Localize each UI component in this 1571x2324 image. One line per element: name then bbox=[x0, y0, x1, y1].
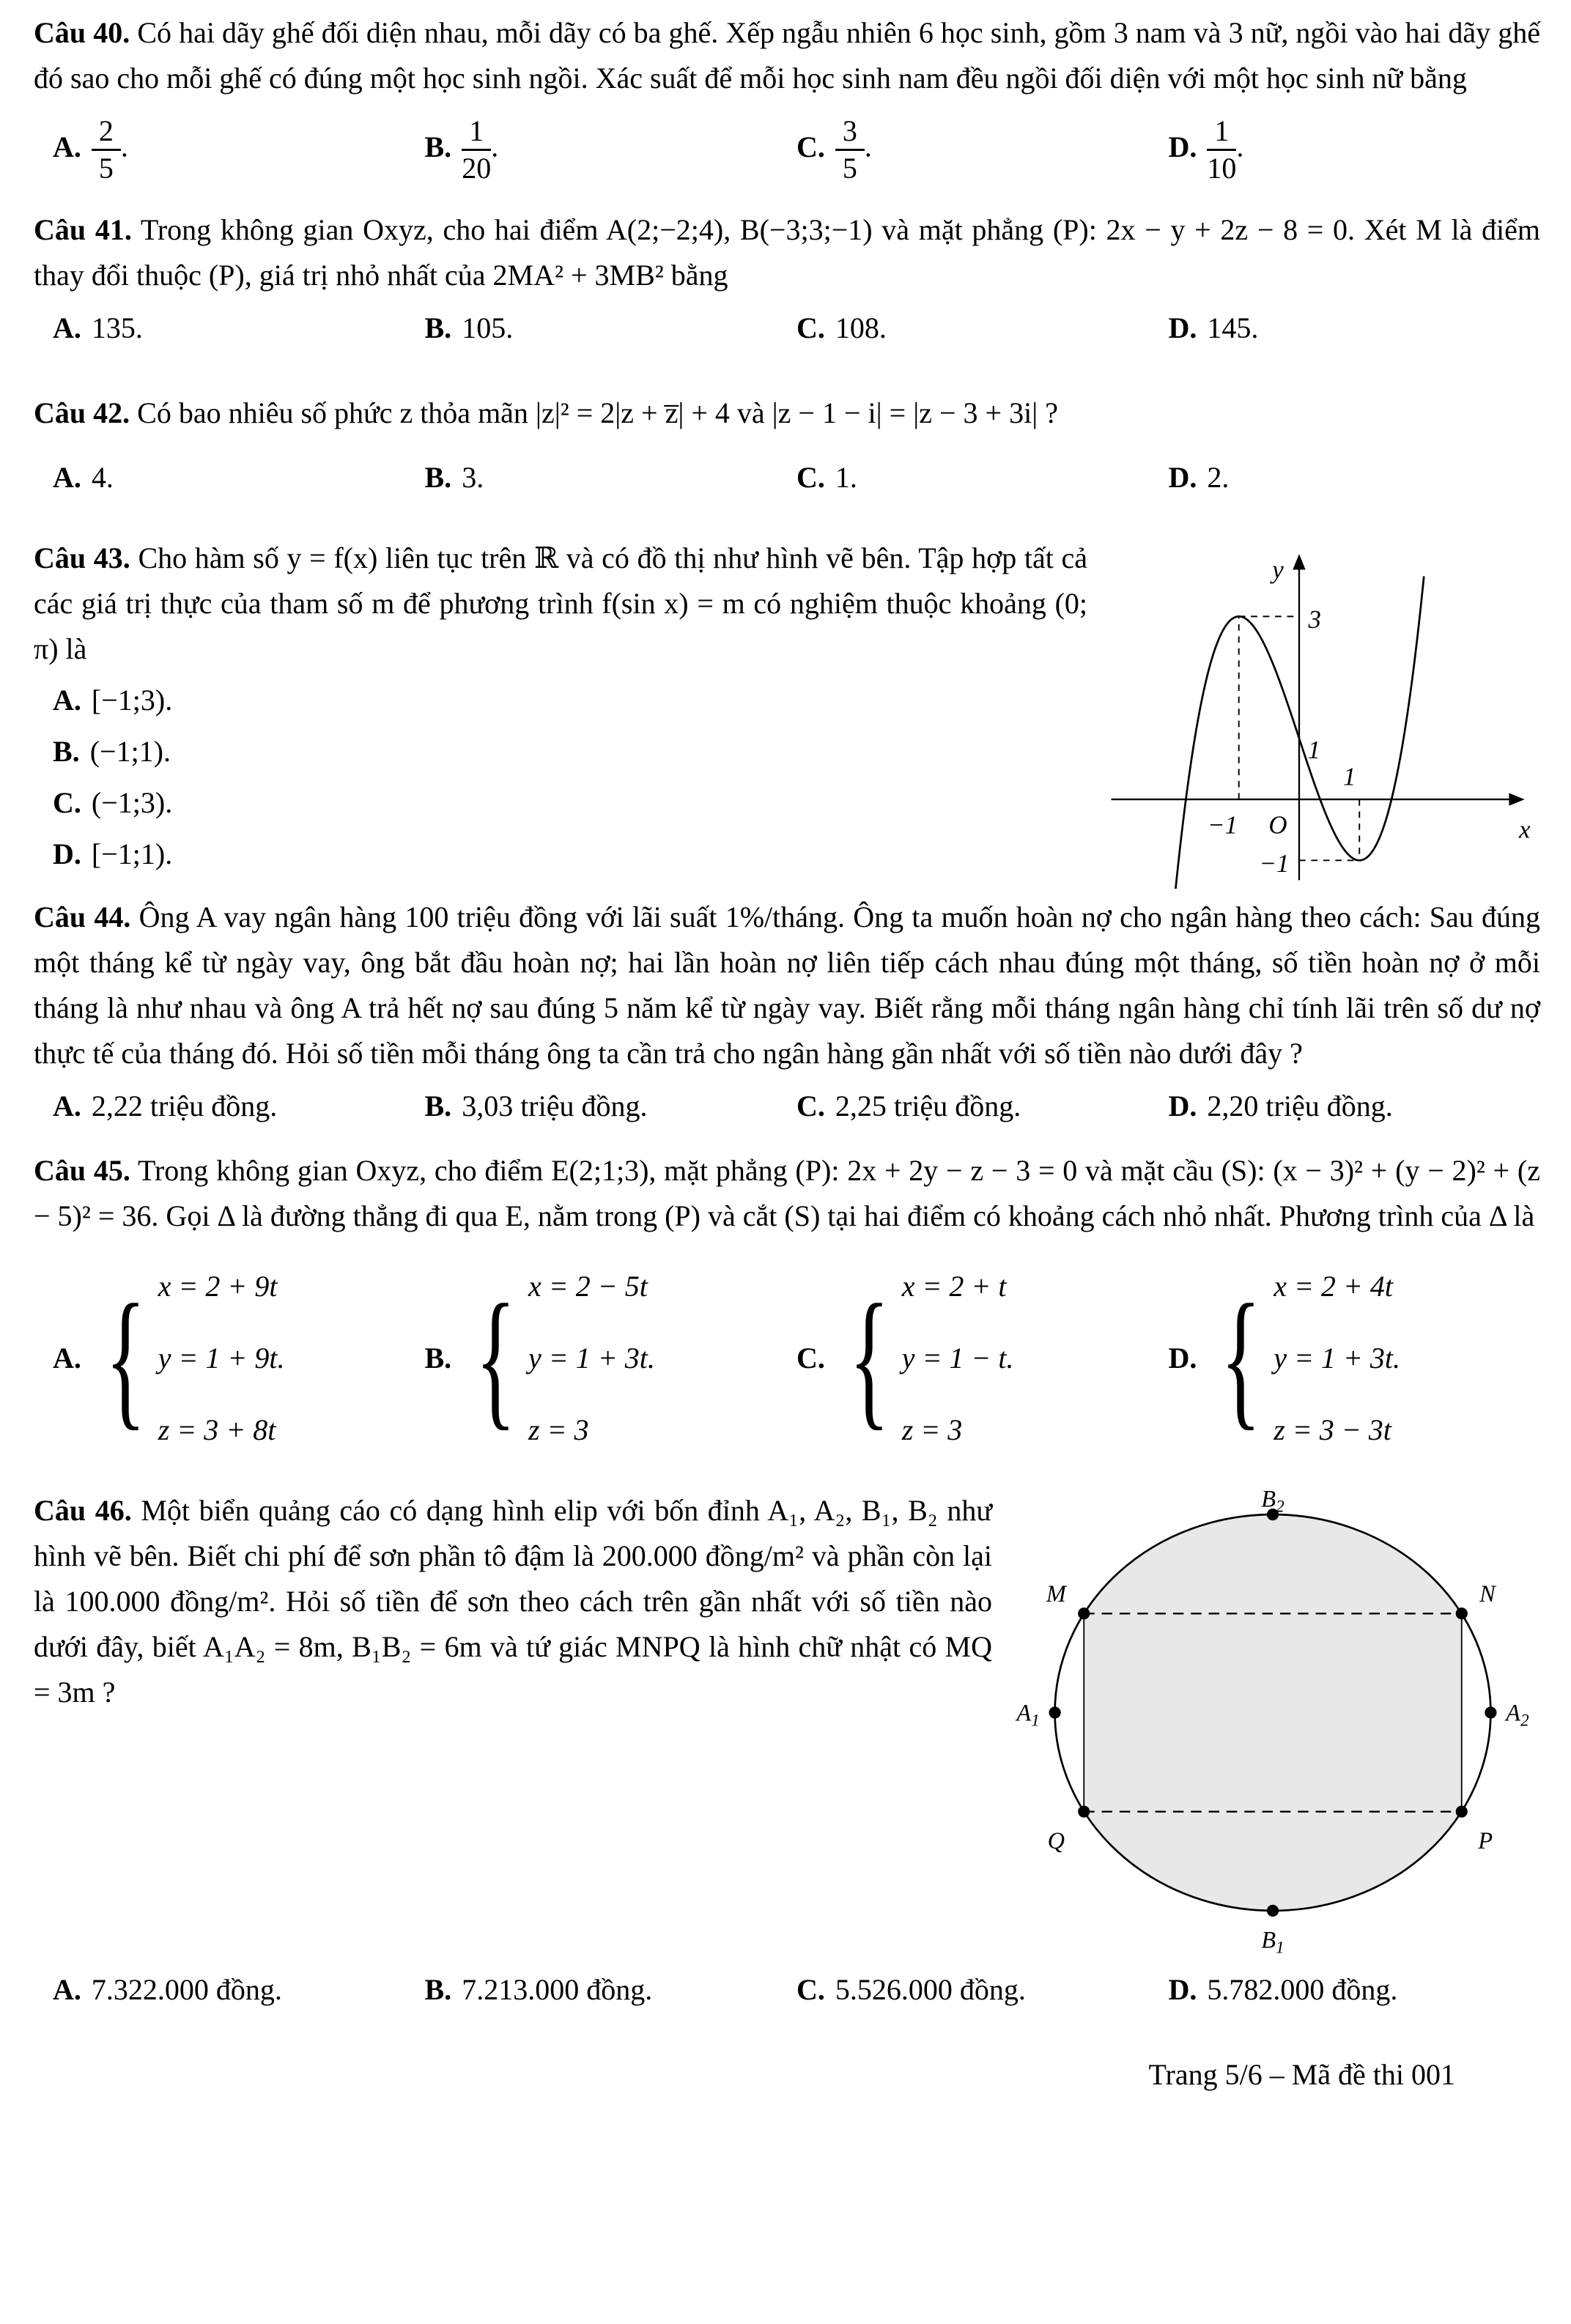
parametric-equations: x = 2 + t y = 1 − t. z = 3 bbox=[901, 1270, 1014, 1446]
origin-label: O bbox=[1268, 810, 1287, 840]
tick-x-minus1: −1 bbox=[1207, 810, 1238, 840]
question-body: Có bao nhiêu số phức z thỏa mãn |z|² = 2|z + z̅| + 4 và |z − 1 − i| = |z − 3 + 3i| ? bbox=[137, 396, 1058, 429]
question-41-options bbox=[34, 306, 1540, 351]
question-body: Có hai dãy ghế đối diện nhau, mỗi dãy có ba ghế. Xếp ngẫu nhiên 6 học sinh, gồm 3 nam và 3 nữ, ngồi vào hai dãy ghế đó sao cho mỗi ghế có đúng một học sinh ngồi. Xác suất để mỗi học sinh nam đều ngồi đối diện với một học sinh nữ bằng bbox=[34, 16, 1540, 95]
tick-y-minus1: −1 bbox=[1259, 848, 1290, 878]
point-N bbox=[1456, 1607, 1468, 1619]
x-axis-label: x bbox=[1518, 815, 1531, 844]
question-44 bbox=[34, 895, 1540, 1129]
parametric-equations: x = 2 + 4t y = 1 + 3t. z = 3 − 3t bbox=[1274, 1270, 1401, 1446]
tick-x-1: 1 bbox=[1342, 762, 1356, 791]
question-43-left bbox=[34, 536, 1087, 883]
question-43-text bbox=[34, 536, 1087, 672]
question-44-options bbox=[34, 1084, 1540, 1129]
option-c: C. $\frac{3}{5}$ . bbox=[796, 114, 872, 185]
label-B2: $B_2$ bbox=[1261, 1488, 1284, 1517]
option-c: C. 108. bbox=[796, 311, 887, 344]
tick-y-1: 1 bbox=[1307, 735, 1321, 764]
option-d: D. 5.782.000 đồng. bbox=[1168, 1973, 1398, 2006]
option-letter: A. bbox=[53, 130, 81, 163]
question-body: Một biển quảng cáo có dạng hình elip với bốn đỉnh A₁, A₂, B₁, B₂ như hình vẽ bên. Biết chi phí để sơn phần tô đậm là 200.000 đồng/m² và phần còn lại là 100.000 đồng/m². Hỏi số tiền để sơn theo cách trên gần nhất với số tiền nào dưới đây, biết A₁A₂ = 8m, B₁B₂ = 6m và tứ giác MNPQ là hình chữ nhật có MQ = 3m ? bbox=[34, 1494, 993, 1709]
option-b: B. 3. bbox=[424, 461, 484, 494]
question-42-options bbox=[34, 455, 1540, 500]
question-42-text bbox=[34, 391, 1540, 436]
label-P: P bbox=[1478, 1828, 1493, 1855]
fraction: $\frac{2}{5}$ bbox=[92, 114, 121, 185]
label-Q: Q bbox=[1047, 1828, 1065, 1855]
option-a: A. $\frac{2}{5}$ . bbox=[53, 114, 128, 185]
question-43-options bbox=[34, 678, 1087, 877]
question-46-text bbox=[34, 1488, 992, 1715]
ellipse-billboard-figure bbox=[1005, 1488, 1540, 1957]
point-Q bbox=[1078, 1806, 1090, 1818]
question-body: Cho hàm số y = f(x) liên tục trên ℝ và có đồ thị như hình vẽ bên. Tập hợp tất cả các giá trị thực của tham số m để phương trình f(sin x) = m có nghiệm thuộc khoảng (0; π) là bbox=[34, 541, 1087, 665]
option-letter: C. bbox=[796, 130, 825, 163]
option-letter: B. bbox=[424, 130, 452, 163]
question-number: Câu 45. bbox=[34, 1154, 130, 1187]
point-M bbox=[1078, 1607, 1090, 1619]
question-number: Câu 43. bbox=[34, 541, 130, 574]
option-a: A. 7.322.000 đồng. bbox=[53, 1973, 282, 2006]
page-footer: Trang 5/6 – Mã đề thi 001 bbox=[1148, 2058, 1455, 2091]
fraction: $\frac{1}{10}$ bbox=[1207, 114, 1237, 185]
option-d: D. [−1;1). bbox=[53, 837, 173, 870]
question-number: Câu 46. bbox=[34, 1494, 132, 1527]
option-letter: D. bbox=[1168, 130, 1197, 163]
option-a: A. 2,22 triệu đồng. bbox=[53, 1089, 278, 1122]
option-c: C. (−1;3). bbox=[53, 786, 173, 819]
question-number: Câu 41. bbox=[34, 213, 132, 246]
y-axis-label: y bbox=[1272, 555, 1284, 585]
question-40-options bbox=[34, 114, 1540, 185]
question-46-left bbox=[34, 1488, 992, 1715]
fraction: $\frac{1}{20}$ bbox=[462, 114, 492, 185]
function-graph bbox=[1101, 536, 1540, 890]
point-B1 bbox=[1267, 1905, 1279, 1917]
question-41 bbox=[34, 207, 1540, 351]
question-number: Câu 44. bbox=[34, 900, 131, 933]
question-46 bbox=[34, 1488, 1540, 2013]
fraction: $\frac{3}{5}$ bbox=[835, 114, 865, 185]
label-A2: $A_2$ bbox=[1506, 1700, 1529, 1731]
option-c: C. 5.526.000 đồng. bbox=[796, 1973, 1026, 2006]
option-d: D. { x = 2 + 4t y = 1 + 3t. z = 3 − 3t bbox=[1169, 1251, 1541, 1466]
question-body: Ông A vay ngân hàng 100 triệu đồng với lãi suất 1%/tháng. Ông ta muốn hoàn nợ cho ngân hàng theo cách: Sau đúng một tháng kể từ ngày vay, ông bắt đầu hoàn nợ; hai lần hoàn nợ liên tiếp cách nhau đúng một tháng, số tiền hoàn nợ ở mỗi tháng là như nhau và ông A trả hết nợ sau đúng 5 năm kể từ ngày vay. Biết rằng mỗi tháng ngân hàng chỉ tính lãi trên số dư nợ thực tế của tháng đó. Hỏi số tiền mỗi tháng ông ta cần trả cho ngân hàng gần nhất với số tiền nào dưới đây ? bbox=[34, 900, 1541, 1070]
question-46-options bbox=[34, 1967, 1540, 2013]
label-N: N bbox=[1479, 1581, 1496, 1608]
option-c: C. 1. bbox=[796, 461, 857, 494]
question-body: Trong không gian Oxyz, cho điểm E(2;1;3), mặt phẳng (P): 2x + 2y − z − 3 = 0 và mặt cầu (S): (x − 3)² + (y − 2)² + (z − 5)² = 36. Gọi Δ là đường thẳng đi qua E, nằm trong (P) và cắt (S) tại hai điểm có khoảng cách nhỏ nhất. Phương trình của Δ là bbox=[34, 1154, 1540, 1232]
option-b: B. 105. bbox=[424, 311, 514, 344]
label-A1: $A_1$ bbox=[1016, 1700, 1040, 1731]
question-45-text bbox=[34, 1148, 1540, 1239]
question-43 bbox=[34, 536, 1540, 890]
point-P bbox=[1456, 1806, 1468, 1818]
y-axis-arrow-icon bbox=[1293, 554, 1305, 569]
question-body: Trong không gian Oxyz, cho hai điểm A(2;−2;4), B(−3;3;−1) và mặt phẳng (P): 2x − y + 2z − 8 = 0. Xét M là điểm thay đổi thuộc (P), giá trị nhỏ nhất của 2MA² + 3MB² bằng bbox=[34, 213, 1541, 292]
option-a: A. [−1;3). bbox=[53, 684, 173, 717]
option-b: B. { x = 2 − 5t y = 1 + 3t. z = 3 bbox=[425, 1251, 797, 1466]
question-45 bbox=[34, 1148, 1540, 1466]
x-axis-arrow-icon bbox=[1509, 793, 1524, 805]
label-M: M bbox=[1046, 1581, 1066, 1608]
question-number: Câu 40. bbox=[34, 16, 130, 49]
option-a: A. 4. bbox=[53, 461, 114, 494]
question-42 bbox=[34, 391, 1540, 500]
option-b: B. (−1;1). bbox=[53, 735, 171, 768]
option-a: A. 135. bbox=[53, 311, 143, 344]
parametric-equations: x = 2 + 9t y = 1 + 9t. z = 3 + 8t bbox=[158, 1270, 285, 1446]
point-A1 bbox=[1049, 1706, 1060, 1718]
question-44-text bbox=[34, 895, 1540, 1076]
option-d: D. 145. bbox=[1168, 311, 1259, 344]
option-c: C. { x = 2 + t y = 1 − t. z = 3 bbox=[796, 1251, 1169, 1466]
ellipse-shaded bbox=[1055, 1514, 1491, 1911]
tick-y-3: 3 bbox=[1308, 604, 1321, 634]
option-d: D. $\frac{1}{10}$ . bbox=[1168, 114, 1244, 185]
option-c: C. 2,25 triệu đồng. bbox=[796, 1089, 1021, 1122]
point-A2 bbox=[1485, 1706, 1496, 1718]
option-b: B. 7.213.000 đồng. bbox=[424, 1973, 653, 2006]
label-B1: $B_1$ bbox=[1261, 1927, 1284, 1957]
option-d: D. 2. bbox=[1168, 461, 1230, 494]
parametric-equations: x = 2 − 5t y = 1 + 3t. z = 3 bbox=[528, 1270, 655, 1446]
option-b: B. $\frac{1}{20}$ . bbox=[424, 114, 499, 185]
option-a: A. { x = 2 + 9t y = 1 + 9t. z = 3 + 8t bbox=[53, 1251, 425, 1466]
option-b: B. 3,03 triệu đồng. bbox=[424, 1089, 648, 1122]
option-d: D. 2,20 triệu đồng. bbox=[1168, 1089, 1393, 1122]
question-40-text bbox=[34, 10, 1540, 101]
question-40 bbox=[34, 10, 1540, 185]
question-number: Câu 42. bbox=[34, 396, 130, 429]
question-45-options bbox=[34, 1251, 1540, 1466]
question-41-text bbox=[34, 207, 1540, 298]
